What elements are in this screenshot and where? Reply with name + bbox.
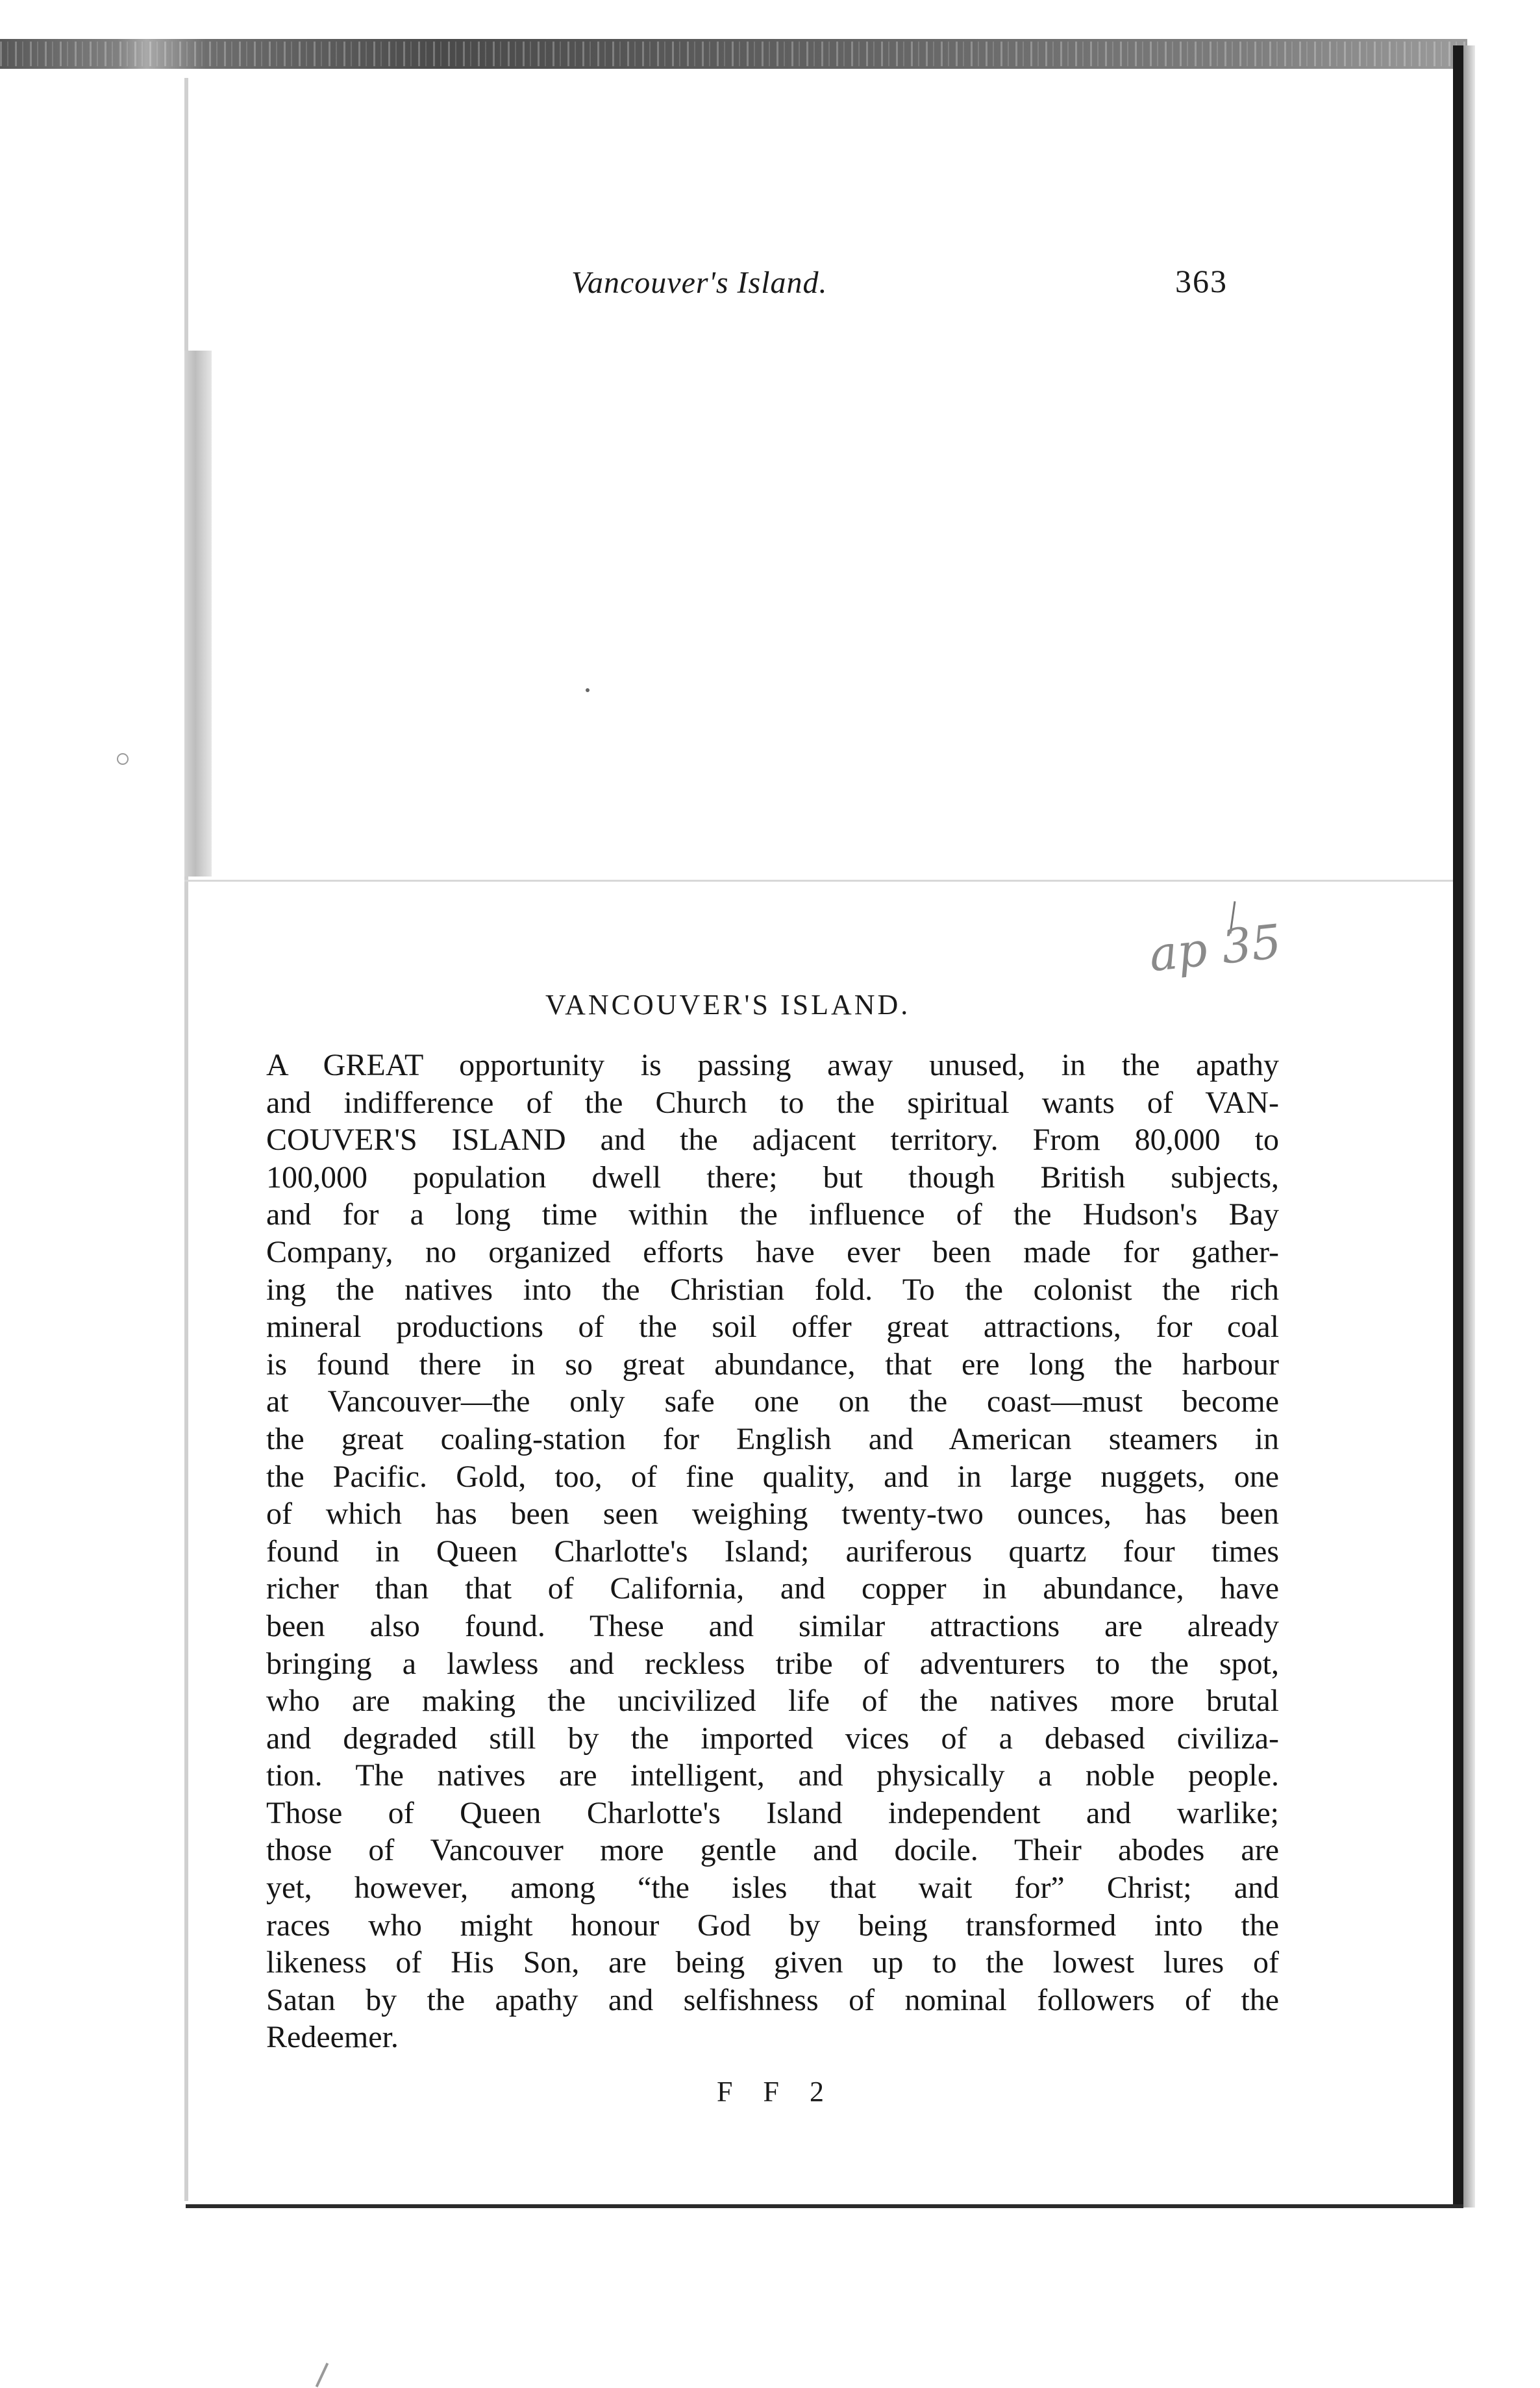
text-line: been also found. These and similar attractions are already xyxy=(266,1608,1279,1643)
text-line: COUVER'S ISLAND and the adjacent territory. From 80,000 to xyxy=(266,1123,1279,1158)
page-fold-line xyxy=(184,880,1453,882)
text-line: 100,000 population dwell there; but though British subjects, xyxy=(266,1160,1279,1195)
text-line: mineral productions of the soil offer great attractions, for coal xyxy=(266,1310,1279,1345)
bottom-scan-mark xyxy=(316,2363,329,2387)
ink-speck xyxy=(586,688,590,692)
section-title: VANCOUVER'S ISLAND. xyxy=(545,989,911,1021)
text-line: and for a long time within the influence of the Hudson's Bay xyxy=(266,1197,1279,1232)
bottom-page-edge xyxy=(186,2204,1463,2208)
text-line: of which has been seen weighing twenty-two ounces, has been xyxy=(266,1497,1279,1532)
top-edge-texture xyxy=(0,42,1467,66)
text-line: Redeemer. xyxy=(266,2020,399,2055)
text-line: at Vancouver—the only safe one on the coast—must become xyxy=(266,1384,1279,1419)
pencil-annotation: ap 35 xyxy=(1147,914,1284,982)
margin-hole-mark xyxy=(117,753,129,765)
text-line: bringing a lawless and reckless tribe of adventurers to the spot, xyxy=(266,1646,1279,1681)
text-line: Company, no organized efforts have ever been made for gather- xyxy=(266,1234,1279,1269)
text-line: yet, however, among “the isles that wait for” Christ; and xyxy=(266,1871,1279,1906)
text-line: and degraded still by the imported vices of a debased civiliza- xyxy=(266,1721,1279,1756)
page-number: 363 xyxy=(1175,263,1228,299)
text-line: A GREAT opportunity is passing away unused, in the apathy xyxy=(266,1048,1279,1082)
text-line: likeness of His Son, are being given up to the lowest lures of xyxy=(266,1945,1279,1980)
tipped-in-page-strip xyxy=(184,351,212,877)
text-line: Those of Queen Charlotte's Island independent and warlike; xyxy=(266,1795,1279,1830)
text-line: richer than that of California, and copper in abundance, have xyxy=(266,1571,1279,1606)
text-line: the Pacific. Gold, too, of fine quality, and in large nuggets, one xyxy=(266,1459,1279,1494)
running-head: Vancouver's Island. xyxy=(571,266,828,300)
right-page-margin xyxy=(1463,45,1475,2208)
text-line: ing the natives into the Christian fold. To the colonist the rich xyxy=(266,1272,1279,1307)
text-line: found in Queen Charlotte's Island; auriferous quartz four times xyxy=(266,1534,1279,1569)
text-line: is found there in so great abundance, that ere long the harbour xyxy=(266,1347,1279,1382)
body-paragraph xyxy=(266,1047,1279,2056)
text-line: who are making the uncivilized life of the natives more brutal xyxy=(266,1684,1279,1719)
text-line: Satan by the apathy and selfishness of nominal followers of the xyxy=(266,1982,1279,2017)
text-line: and indifference of the Church to the spiritual wants of VAN- xyxy=(266,1085,1279,1120)
text-line: those of Vancouver more gentle and docile. Their abodes are xyxy=(266,1833,1279,1868)
text-line: the great coaling-station for English and American steamers in xyxy=(266,1421,1279,1456)
right-book-edge xyxy=(1453,45,1463,2208)
text-line: tion. The natives are intelligent, and physically a noble people. xyxy=(266,1758,1279,1793)
text-line: races who might honour God by being transformed into the xyxy=(266,1908,1279,1943)
signature-mark: F F 2 xyxy=(717,2076,836,2108)
